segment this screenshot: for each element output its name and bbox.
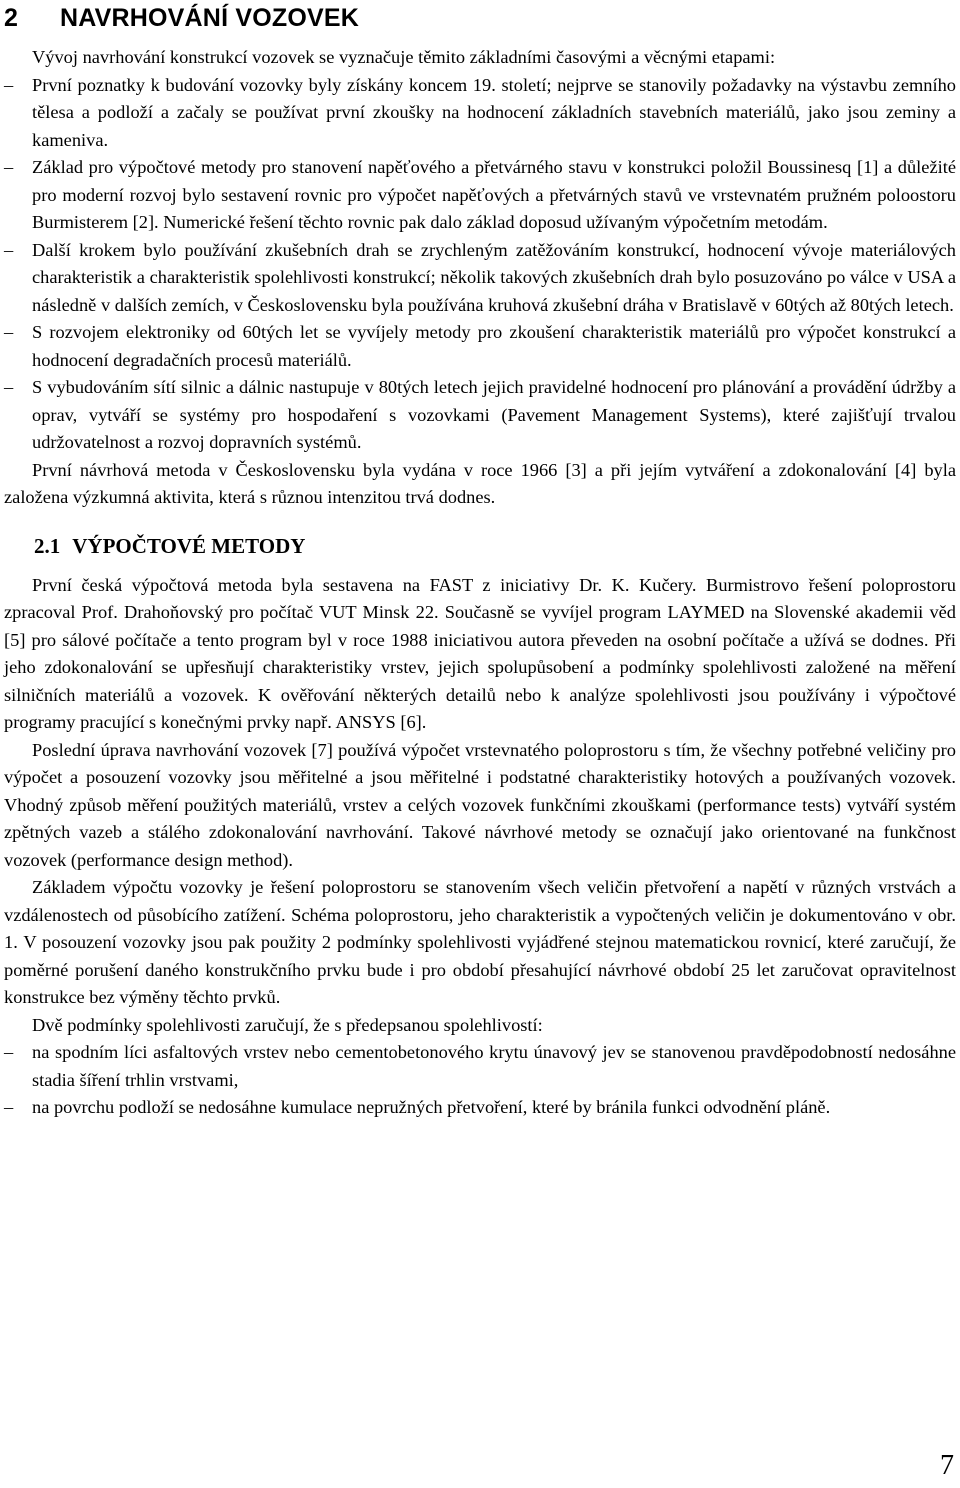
list-item-text: S vybudováním sítí silnic a dálnic nastupuje v 80tých letech jejich pravidelné hodnocení pro plánování a provádění údržby a oprav, vytváří se systémy pro hospodaření s vozovkami (Pavement Management Systems), které zajišťují trvalou udržovatelnost a rozvoj dopravních systémů. [32, 377, 956, 452]
chapter-number: 2 [4, 4, 19, 32]
dash-bullet-icon: – [4, 157, 14, 177]
dash-bullet-icon: – [4, 74, 14, 95]
dash-bullet-icon: – [4, 322, 14, 342]
list-item [4, 1039, 956, 1094]
list-item [4, 72, 956, 155]
page-number: 7 [940, 1450, 954, 1481]
list-item-text: na spodním líci asfaltových vrstev nebo cementobetonového krytu únavový jev se stanovenou pravděpodobností nedosáhne stadia šíření trhlin vrstvami, [32, 1042, 956, 1090]
list-item-text: Další krokem bylo používání zkušebních drah se zrychleným zatěžováním konstrukcí, hodnocení vývoje materiálových charakteristik a charakteristik spolehlivosti konstrukcí; několik takových zkušebních drah bylo posuzováno po válce v USA a následně v dalších zemích, v Československu byla používána kruhová zkušební dráha v Bratislavě v 60tých až 80tých letech. [32, 239, 956, 315]
paragraph: První česká výpočtová metoda byla sestavena na FAST z iniciativy Dr. K. Kučery. Burmistrovo řešení poloprostoru zpracoval Prof. Drahoňovský pro počítač VUT Minsk 22. Současně se vyvíjel program LAYMED na Slovenské akademii věd [5] pro sálové počítače a tento program byl v roce 1988 iniciativou autora převeden na osobní počítače a užívá se dodnes. Při jeho zdokonalování se upřesňují charakteristiky vrstev, jejich spolupůsobení a podmínky spolehlivosti založené na měření silničních materiálů a vozovek. K ověřování některých detailů nebo k analýze spolehlivosti jsou používány i výpočtové programy pracující s konečnými prvky např. ANSYS [6]. [4, 574, 956, 732]
page-content [4, 0, 956, 1122]
list-item [4, 374, 956, 457]
list-item [4, 319, 956, 374]
chapter-heading [4, 4, 956, 32]
list-item [4, 237, 956, 320]
list-item-text: První poznatky k budování vozovky byly získány koncem 19. století; nejprve se stanovily požadavky na výstavbu zemního tělesa a podloží a začaly se používat první zkoušky na hodnocení základních stavebních materiálů, jako jsou zeminy a kameniva. [32, 74, 956, 150]
paragraph: Poslední úprava navrhování vozovek [7] používá výpočet vrstevnatého poloprostoru s tím, že všechny potřebné veličiny pro výpočet a posouzení vozovky jsou měřitelné a jsou měřitelné i podstatné charakteristiky hotových a používaných vozovek. Vhodný způsob měření použitých materiálů, vrstev a celých vozovek funkčními zkouškami (performance tests) vytváří systém zpětných vazeb a stálého zdokonalování navrhování. Takové návrhové metody se označují jako orientované na funkčnost vozovek (performance design method). [4, 739, 956, 870]
paragraph: Dvě podmínky spolehlivosti zaručují, že s předepsanou spolehlivostí: [32, 1014, 543, 1035]
dash-bullet-icon: – [4, 239, 14, 260]
list-item [4, 1094, 956, 1122]
history-list [4, 72, 956, 457]
list-item-text: Základ pro výpočtové metody pro stanovení napěťového a přetvárného stavu v konstrukci položil Boussinesq [1] a důležité pro moderní rozvoj bylo sestavení rovnic pro výpočet napěťových a přetvárných stavů ve vrstevnatém pružném poloostoru Burmisterem [2]. Numerické řešení těchto rovnic pak dalo základ doposud užívaným výpočetním metodám. [32, 157, 956, 232]
conditions-list [4, 1039, 956, 1122]
dash-bullet-icon: – [4, 1097, 14, 1117]
dash-bullet-icon: – [4, 377, 14, 397]
list-item-text: na povrchu podloží se nedosáhne kumulace nepružných přetvoření, které by bránila funkci odvodnění pláně. [32, 1097, 831, 1117]
chapter-title: NAVRHOVÁNÍ VOZOVEK [60, 4, 359, 32]
section-title: VÝPOČTOVÉ METODY [72, 533, 306, 558]
section-number: 2.1 [34, 533, 61, 558]
list-item-text: S rozvojem elektroniky od 60tých let se vyvíjely metody pro zkoušení charakteristik materiálů pro výpočet konstrukcí a hodnocení degradačních procesů materiálů. [32, 322, 956, 370]
dash-bullet-icon: – [4, 1042, 14, 1062]
paragraph: První návrhová metoda v Československu byla vydána v roce 1966 [3] a při jejím vytváření a zdokonalování [4] byla založena výzkumná aktivita, která s různou intenzitou trvá dodnes. [4, 459, 956, 507]
list-item [4, 154, 956, 237]
intro-paragraph: Vývoj navrhování konstrukcí vozovek se vyznačuje těmito základními časovými a věcnými etapami: [32, 47, 776, 67]
paragraph: Základem výpočtu vozovky je řešení poloprostoru se stanovením všech veličin přetvoření a napětí v různých vrstvách a vzdálenostech od působícího zatížení. Schéma poloprostoru, jeho charakteristik a vypočtených veličin je dokumentováno v obr. 1. V posouzení vozovky jsou pak použity 2 podmínky spolehlivosti vyjádřené stejnou matematickou rovnicí, které zaručují, že poměrné porušení daného konstrukčního prvku bude i pro období přesahující návrhové období 25 let zaručovat opravitelnost konstrukce bez výměny těchto prvků. [4, 877, 956, 1007]
section-heading [34, 532, 956, 560]
